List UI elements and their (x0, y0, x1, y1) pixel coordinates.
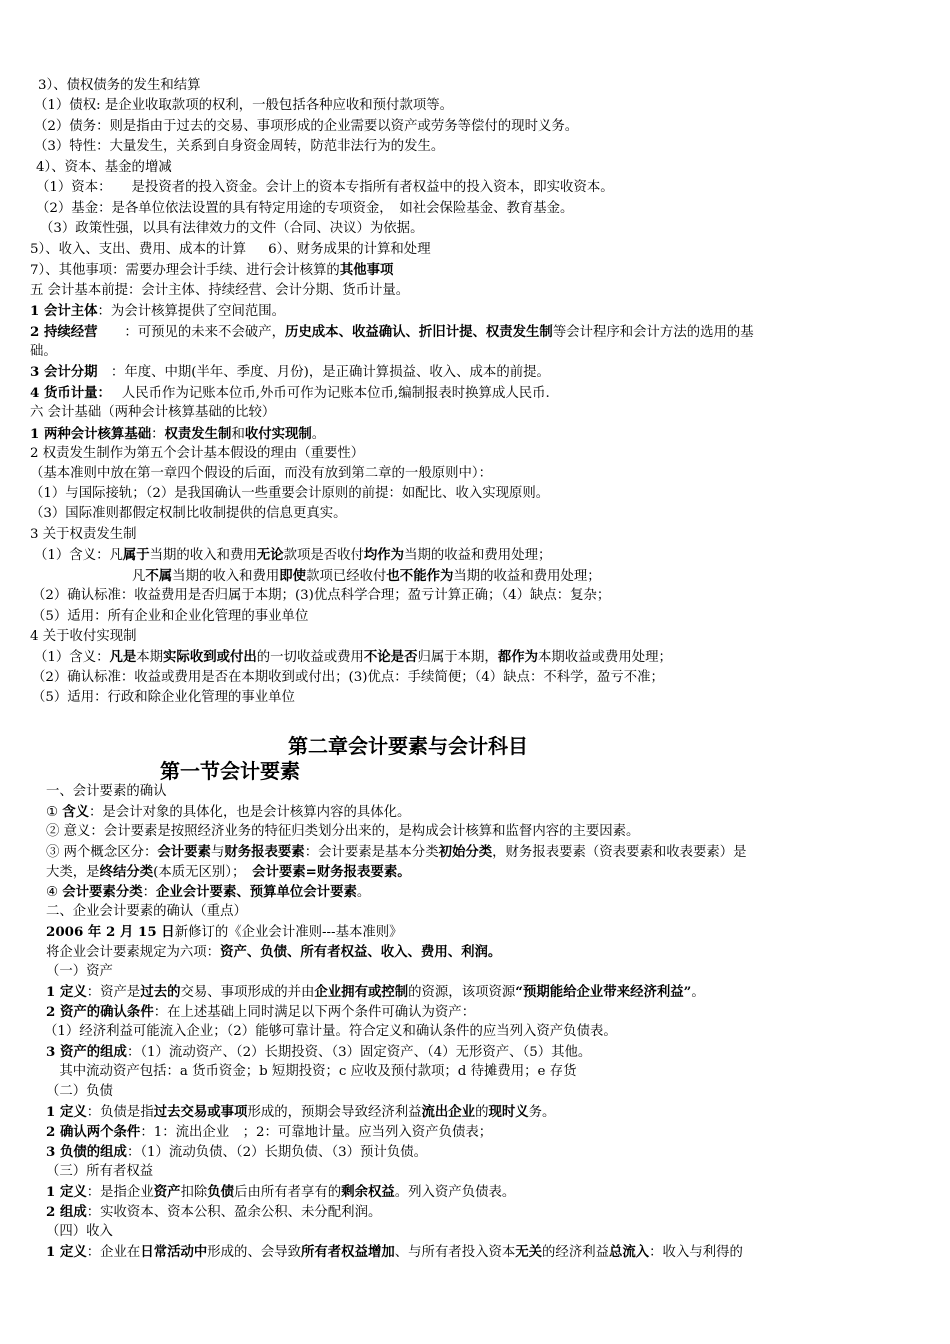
text-run: 本期 (136, 650, 164, 665)
section-heading: 二、企业会计要素的确认（重点） (46, 904, 247, 919)
bold-run: 初始分类 (438, 844, 493, 860)
text-run: 当期的收入和费用 (149, 548, 257, 563)
bold-run: 会计要素=财务报表要素。 (252, 864, 411, 880)
paragraph-line: ② 意义：会计要素是按照经济业务的特征归类划分出来的，是构成会计核算和监督内容的主要因素。 (46, 824, 640, 839)
bold-run: 不属 (145, 568, 173, 584)
paragraph-line (46, 942, 501, 963)
paragraph-line (46, 1002, 475, 1023)
subsection-heading: （一）资产 (46, 964, 113, 979)
bold-run: 3 会计分期 (30, 364, 98, 380)
paragraph-line: （2）基金：是各单位依法设置的具有特定用途的专项资金， 如社会保险基金、教育基金。 (36, 201, 574, 216)
paragraph-line (34, 545, 551, 566)
text-run: ④ (46, 885, 63, 900)
bold-run: 均作为 (363, 547, 405, 563)
section-heading: 五 会计基本前提：会计主体、持续经营、会计分期、货币计量。 (30, 283, 410, 298)
paragraph-line (132, 566, 601, 587)
bold-run: “预期能给企业带来经济利益” (515, 984, 692, 1000)
bold-run: 也不能作为 (386, 568, 454, 584)
text-run: 归属于本期， (417, 650, 498, 665)
bold-run: 1 两种会计核算基础 (30, 426, 152, 442)
paragraph-line: 2 权责发生制作为第五个会计基本假设的理由（重要性） (30, 446, 365, 461)
bold-run: 企业会计要素、预算单位会计要素 (156, 884, 357, 900)
text-run: 当期的收益和费用处理； (404, 548, 552, 563)
paragraph-line: 础。 (30, 344, 57, 359)
text-run: ：收入与利得的 (649, 1245, 743, 1260)
text-run: 。列入资产负债表。 (394, 1185, 516, 1200)
paragraph-line: （1）与国际接轨；（2）是我国确认一些重要会计原则的前提：如配比、收入实现原则。 (30, 486, 550, 501)
text-run: 将企业会计要素规定为六项： (46, 945, 221, 960)
bold-run: 实际收到或付出 (163, 649, 257, 665)
text-run: ： (142, 885, 156, 900)
text-run: ：可预见的未来不会破产， (97, 325, 286, 340)
paragraph-line (46, 842, 747, 863)
section-heading: 3 关于权责发生制 (30, 527, 137, 542)
bold-run: 会计要素 (157, 844, 211, 860)
text-run: 等会计程序和会计方法的选用的基 (552, 325, 754, 340)
bold-run: 1 会计主体 (30, 303, 98, 319)
text-run: ，财务报表要素（资表要素和收表要素）是 (492, 845, 747, 860)
paragraph-line (46, 1142, 427, 1163)
subsection-heading: （四）收入 (46, 1224, 113, 1239)
paragraph-line: （基本准则中放在第一章四个假设的后面，而没有放到第二章的一般原则中）： (30, 466, 492, 481)
paragraph-line (30, 362, 550, 383)
section-heading (30, 240, 431, 260)
section-heading: 一、会计要素的确认 (46, 784, 167, 799)
text-run: ：为会计核算提供了空间范围。 (97, 304, 286, 319)
bold-run: 1 定义 (46, 1244, 87, 1260)
subsection-heading: （二）负债 (46, 1084, 113, 1099)
text-run: ：1：流出企业 ；2：可靠地计量。应当列入资产负债表； (140, 1125, 493, 1140)
text-run: 凡 (132, 569, 146, 584)
subsection-heading: （三）所有者权益 (46, 1164, 154, 1179)
text-run: ：负债是指 (86, 1105, 154, 1120)
text-run: ：（1）流动负债、（2）长期负债、（3）预计负债。 (126, 1145, 427, 1160)
bold-run: 即使 (279, 568, 307, 584)
text-run: 。 (356, 885, 371, 900)
bold-run: 剩余权益 (341, 1184, 395, 1200)
bold-run: 财务报表要素 (224, 844, 305, 860)
paragraph-line (30, 322, 754, 343)
text-run: 扣除 (180, 1185, 208, 1200)
text-run: ：在上述基础上同时满足以下两个条件可确认为资产： (153, 1005, 476, 1020)
text-run: 本期收益或费用处理； (537, 650, 672, 665)
heading-part: 6）、财务成果的计算和处理 (268, 242, 431, 257)
text-run: 款项是否收付 (283, 548, 364, 563)
text-run: ③ 两个概念区分： (46, 845, 158, 860)
paragraph-line (30, 260, 393, 281)
bold-run: 2 资产的确认条件 (46, 1004, 154, 1020)
text-run: 形成的、会导致 (207, 1245, 302, 1260)
text-run: 新修订的《企业会计准则---基本准则》 (174, 925, 403, 940)
paragraph-line: （5）适用：所有企业和企业化管理的事业单位 (32, 609, 309, 624)
text-run: 和 (231, 427, 245, 442)
text-run: 的资源，该项资源 (408, 985, 516, 1000)
text-run: 人民币作为记账本位币,外币可作为记账本位币,编制报表时换算成人民币. (104, 386, 550, 401)
bold-run: 1 定义 (46, 1104, 87, 1120)
paragraph-line (46, 982, 705, 1003)
text-run: 后由所有者享有的 (234, 1185, 342, 1200)
paragraph-line: （3）政策性强，以具有法律效力的文件（合同、决议）为依据。 (40, 221, 424, 236)
paragraph-line (46, 1042, 591, 1063)
text-run: 当期的收入和费用 (172, 569, 280, 584)
paragraph-line: （2）确认标准：收益或费用是否在本期收到或付出；(3)优点：手续简便；（4）缺点：不科学，盈亏不准； (32, 670, 664, 685)
text-run: ：会计要素是基本分类 (304, 845, 439, 860)
paragraph-line (46, 802, 410, 823)
bold-run: 3 资产的组成 (46, 1044, 127, 1060)
bold-run: 负债 (207, 1184, 235, 1200)
text-run: ：是指企业 (86, 1185, 154, 1200)
text-run: 形成的，预期会导致经济利益 (247, 1105, 422, 1120)
bold-run: 无关 (515, 1244, 543, 1260)
text-run: 。 (311, 427, 326, 442)
paragraph-line: （1）资本： 是投资者的投入资金。会计上的资本专指所有者权益中的投入资本，即实收资本。 (36, 180, 614, 195)
chapter-title: 第二章会计要素与会计科目 (288, 734, 528, 758)
bold-run: 会计要素分类 (62, 884, 143, 900)
bold-run: 凡是 (109, 649, 137, 665)
paragraph-line: （2）确认标准：收益费用是否归属于本期；(3)优点科学合理；盈亏计算正确；（4）缺点：复杂； (32, 588, 611, 603)
text-run: 款项已经收付 (306, 569, 387, 584)
paragraph-line (30, 301, 285, 322)
text-run: ：资产是 (86, 985, 141, 1000)
paragraph-line: （2）债务：则是指由于过去的交易、事项形成的企业需要以资产或劳务等偿付的现时义务。 (34, 119, 579, 134)
paragraph-line (46, 1102, 555, 1123)
bold-run: 4 货币计量： (30, 385, 105, 401)
section-heading: 3）、债权债务的发生和结算 (38, 78, 201, 93)
text-run: 。 (691, 985, 705, 1000)
text-run: 的经济利益 (542, 1245, 609, 1260)
bold-run: 2 确认两个条件 (46, 1124, 141, 1140)
text-run: 大类，是 (46, 865, 100, 880)
bold-run: 不论是否 (363, 649, 418, 665)
bold-run: 过去交易或事项 (153, 1104, 248, 1120)
text-run: 的 (475, 1105, 489, 1120)
paragraph-line (46, 1242, 743, 1263)
paragraph-line: （1）经济利益可能流入企业；（2）能够可靠计量。符合定义和确认条件的应当列入资产负债表。 (44, 1024, 617, 1039)
bold-run: 属于 (122, 547, 150, 563)
text-run: 、与所有者投入资本 (394, 1245, 516, 1260)
paragraph-line (30, 424, 325, 445)
section-heading: 六 会计基础（两种会计核算基础的比较） (30, 405, 276, 420)
paragraph-line (46, 882, 370, 903)
section-heading: 4）、资本、基金的增减 (36, 160, 172, 175)
paragraph-line (46, 862, 411, 883)
bold-run: 历史成本、收益确认、折旧计提、权责发生制 (285, 324, 553, 340)
paragraph-line: 其中流动资产包括：a 货币资金；b 短期投资；c 应收及预付款项；d 待摊费用；e 存货 (46, 1064, 577, 1079)
bold-run: 3 负债的组成 (46, 1144, 127, 1160)
text-run: （1）含义： (34, 650, 110, 665)
bold-run: 2 组成 (46, 1204, 87, 1220)
paragraph-line (46, 922, 403, 943)
text-run: （1）含义：凡 (34, 548, 123, 563)
bold-run: 2 持续经营 (30, 324, 98, 340)
text-run: ：年度、中期(半年、季度、月份)，是正确计算损益、收入、成本的前提。 (97, 365, 550, 380)
bold-run: 资产、负债、所有者权益、收入、费用、利润。 (220, 944, 502, 960)
bold-run: 企业拥有或控制 (314, 984, 409, 1000)
paragraph-line (30, 383, 550, 404)
bold-run: 流出企业 (421, 1104, 476, 1120)
bold-run: 2006 年 2 月 15 日 (46, 924, 175, 940)
text-run: 与 (210, 845, 225, 860)
bold-run: 过去的 (140, 984, 181, 1000)
bold-run: 权责发生制 (164, 426, 232, 442)
text-run: ① (46, 805, 63, 820)
bold-run: 1 定义 (46, 1184, 87, 1200)
bold-run: 所有者权益增加 (301, 1244, 395, 1260)
text-run: ：企业在 (86, 1245, 141, 1260)
bold-run: 终结分类 (99, 864, 154, 880)
text-run: ：实收资本、资本公积、盈余公积、未分配利润。 (86, 1205, 382, 1220)
paragraph-line (34, 647, 672, 668)
bold-run: 1 定义 (46, 984, 87, 1000)
bold-run: 收付实现制 (244, 426, 312, 442)
text-run: 7）、其他事项：需要办理会计手续、进行会计核算的 (30, 263, 340, 278)
paragraph-line: （1）债权: 是企业收取款项的权利，一般包括各种应收和预付款项等。 (34, 98, 454, 113)
text-run: (本质无区别）； (153, 865, 253, 880)
bold-run: 含义 (62, 804, 90, 820)
text-run: 务。 (528, 1105, 556, 1120)
bold-run: 其他事项 (339, 262, 394, 278)
bold-run: 现时义 (488, 1104, 529, 1120)
text-run: 当期的收益和费用处理； (453, 569, 601, 584)
bold-run: 都作为 (497, 649, 538, 665)
text-run: ：（1）流动资产、（2）长期投资、（3）固定资产、（4）无形资产、（5）其他。 (126, 1045, 592, 1060)
bold-run: 总流入 (609, 1244, 650, 1260)
text-run: ： (151, 427, 165, 442)
text-run: 交易、事项形成的并由 (180, 985, 315, 1000)
text-run: 的一切收益或费用 (256, 650, 364, 665)
paragraph-line: （5）适用：行政和除企业化管理的事业单位 (32, 690, 295, 705)
bold-run: 日常活动中 (140, 1244, 208, 1260)
section-title: 第一节会计要素 (160, 759, 300, 783)
paragraph-line (46, 1182, 515, 1203)
paragraph-line: （3）特性：大量发生，关系到自身资金周转，防范非法行为的发生。 (34, 139, 445, 154)
paragraph-line: （3）国际准则都假定权制比收制提供的信息更真实。 (30, 506, 347, 521)
text-run: ：是会计对象的具体化，也是会计核算内容的具体化。 (89, 805, 411, 820)
bold-run: 资产 (153, 1184, 181, 1200)
heading-part: 5）、收入、支出、费用、成本的计算 (30, 242, 247, 257)
paragraph-line (46, 1122, 492, 1143)
paragraph-line (46, 1202, 381, 1223)
bold-run: 无论 (256, 547, 284, 563)
section-heading: 4 关于收付实现制 (30, 629, 137, 644)
